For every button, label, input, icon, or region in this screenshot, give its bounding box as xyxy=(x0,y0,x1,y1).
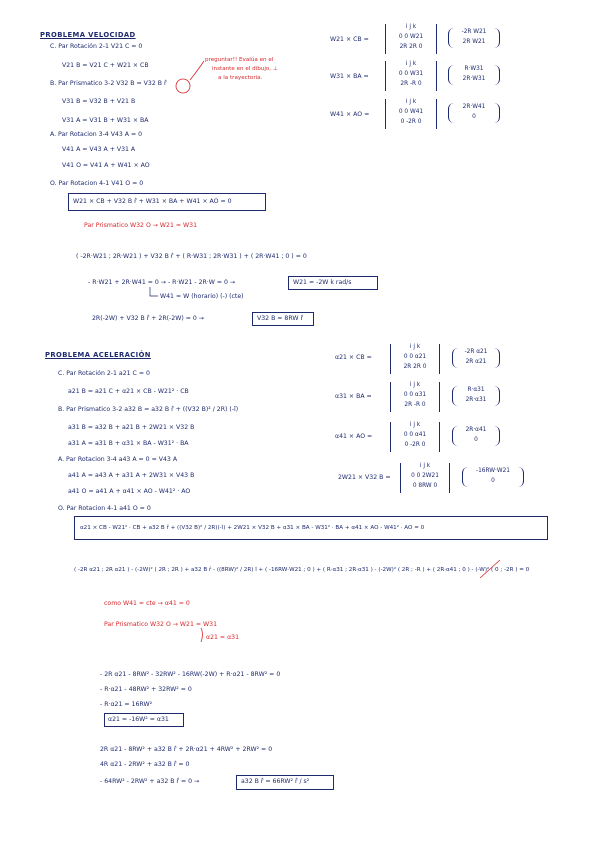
velocity-boxed-equation: W21 × CB + V32 B r̂ + W31 × BA + W41 × AO = 0 xyxy=(68,193,266,211)
solve-step: - R·α21 = 16RW² xyxy=(100,701,153,708)
result-vector: -16RW·W21 0 xyxy=(462,467,524,487)
velocity-line: V41 O = V41 A + W41 × AO xyxy=(62,162,150,169)
acceleration-long-equation: ( -2R α21 ; 2R α21 ) - (-2W)² ( 2R ; 2R ) + a32 B r̂ - ((8RW)² / 2R) î + ( -16RW·W21 ; 0 ) + ( R·α31 ; 2R·α31 ) - (-2W)² ( 2R ; -R ) + ( 2R·α41 ; 0 ) - (-W)² ( 0 ; -2R ) = 0 xyxy=(74,567,530,573)
velocity-step: W41 = W (horario) (-) (cte) xyxy=(160,293,244,300)
result-vector: 2R·W41 0 xyxy=(448,103,500,123)
cross-product-label: 2W21 × V32 B = xyxy=(338,474,391,481)
determinant-matrix: i j k 0 0 2W21 0 8RW 0 xyxy=(400,463,450,493)
cross-product-label: α41 × AO = xyxy=(335,433,373,440)
teacher-note: a la trayectoria. xyxy=(218,75,263,81)
acceleration-line: a21 B = a21 C + α21 × CB - W21² · CB xyxy=(68,388,189,395)
acceleration-line: O. Par Rotacion 4-1 a41 O = 0 xyxy=(58,505,151,512)
solve-step: 4R α21 - 2RW² + a32 B r̂ = 0 xyxy=(100,761,190,768)
result-alpha21: α21 = -16W² = α31 xyxy=(104,713,184,727)
cross-product-label: W41 × AO = xyxy=(330,111,370,118)
solve-step: - R·α21 - 48RW² + 32RW² = 0 xyxy=(100,686,192,693)
cross-product-label: α31 × BA = xyxy=(335,393,372,400)
determinant-matrix: i j k 0 0 α31 2R -R 0 xyxy=(390,382,440,412)
prismatic-condition: α21 = α31 xyxy=(206,634,240,641)
acceleration-boxed-equation: α21 × CB - W21² · CB + a32 B r̂ + ((V32 B)² / 2R)(-î) + 2W21 × V32 B + α31 × BA - W31² · BA + α41 × AO - W41² · AO = 0 xyxy=(74,516,548,540)
prismatic-condition: Par Prismatico W32 O → W21 = W31 xyxy=(104,621,218,628)
teacher-note: preguntar!! Evalúa en el xyxy=(205,57,274,63)
velocity-line: A. Par Rotacion 3-4 V43 A = 0 xyxy=(50,131,143,138)
determinant-matrix: i j k 0 0 W41 0 -2R 0 xyxy=(385,99,437,129)
determinant-matrix: i j k 0 0 W21 2R 2R 0 xyxy=(385,24,437,54)
acceleration-line: C. Par Rotación 2-1 a21 C = 0 xyxy=(58,370,150,377)
velocity-line: C. Par Rotación 2-1 V21 C = 0 xyxy=(50,43,143,50)
acceleration-line: A. Par Rotacion 3-4 a43 A = 0 = V43 A xyxy=(58,456,178,463)
acceleration-line: a31 A = a31 B + α31 × BA - W31² · BA xyxy=(68,440,189,447)
strike-mark xyxy=(480,560,500,578)
velocity-line: V21 B = V21 C + W21 × CB xyxy=(62,62,149,69)
velocity-line: V31 B = V32 B + V21 B xyxy=(62,98,136,105)
solve-step: - 2R α21 - 8RW² - 32RW² - 16RW(-2W) + R·α21 - 8RW² = 0 xyxy=(100,671,281,678)
determinant-matrix: i j k 0 0 α21 2R 2R 0 xyxy=(390,344,440,374)
acceleration-line: a41 O = a41 A + α41 × AO - W41² · AO xyxy=(68,488,191,495)
note-arrow xyxy=(190,61,204,80)
acceleration-line: a41 A = a43 A + a31 A + 2W31 × V43 B xyxy=(68,472,195,479)
cross-product-label: α21 × CB = xyxy=(335,354,372,361)
solve-step: - 64RW² - 2RW² + a32 B r̂ = 0 → xyxy=(100,778,200,785)
velocity-vector-sum: ( -2R·W21 ; 2R·W21 ) + V32 B r̂ + ( R·W31 ; 2R·W31 ) + ( 2R·W41 ; 0 ) = 0 xyxy=(76,253,307,260)
prismatic-condition: Par Prismatico W32 O → W21 = W31 xyxy=(84,222,198,229)
velocity-step: - R·W21 + 2R·W41 = 0 → - R·W21 - 2R·W = 0 → xyxy=(88,279,236,286)
constant-w41-note: como W41 = cte → α41 = 0 xyxy=(104,600,190,607)
brace xyxy=(201,628,203,642)
highlight-circle xyxy=(176,79,190,93)
solve-step: 2R α21 - 8RW² + a32 B r̂ + 2R·α21 + 4RW² + 2RW² = 0 xyxy=(100,746,273,753)
determinant-matrix: i j k 0 0 W31 2R -R 0 xyxy=(385,61,437,91)
acceleration-line: B. Par Prismatico 3-2 a32 B = a32 B r̂ + ((V32 B)² / 2R) (-î) xyxy=(58,406,239,413)
velocity-line: B. Par Prismatico 3-2 V32 B = V32 B r̂ xyxy=(50,80,167,87)
velocity-result-w21: W21 = -2W k rad/s xyxy=(288,276,378,290)
velocity-line: V41 A = V43 A + V31 A xyxy=(62,146,136,153)
velocity-step: 2R(-2W) + V32 B r̂ + 2R(-2W) = 0 → xyxy=(92,315,204,322)
teacher-note: instante en el dibujo, ⊥ xyxy=(212,66,278,72)
velocity-result-v32: V32 B = 8RW r̂ xyxy=(252,312,314,326)
determinant-matrix: i j k 0 0 α41 0 -2R 0 xyxy=(390,422,440,452)
implication-arrow xyxy=(150,287,158,296)
velocity-line: O. Par Rotacion 4-1 V41 O = 0 xyxy=(50,180,144,187)
result-vector: R·α31 2R·α31 xyxy=(452,386,500,406)
acceleration-line: a31 B = a32 B + a21 B + 2W21 × V32 B xyxy=(68,424,195,431)
cross-product-label: W21 × CB = xyxy=(330,36,369,43)
result-vector: 2R·α41 0 xyxy=(452,426,500,446)
result-a32: a32 B r̂ = 66RW² r̂ / s² xyxy=(236,775,334,790)
velocity-title: PROBLEMA VELOCIDAD xyxy=(40,31,136,39)
result-vector: -2R W21 2R W21 xyxy=(448,28,500,48)
velocity-line: V31 A = V31 B + W31 × BA xyxy=(62,117,149,124)
result-vector: -2R α21 2R α21 xyxy=(452,348,500,368)
cross-product-label: W31 × BA = xyxy=(330,73,369,80)
acceleration-title: PROBLEMA ACELERACIÓN xyxy=(45,351,151,359)
result-vector: R·W31 2R·W31 xyxy=(448,65,500,85)
